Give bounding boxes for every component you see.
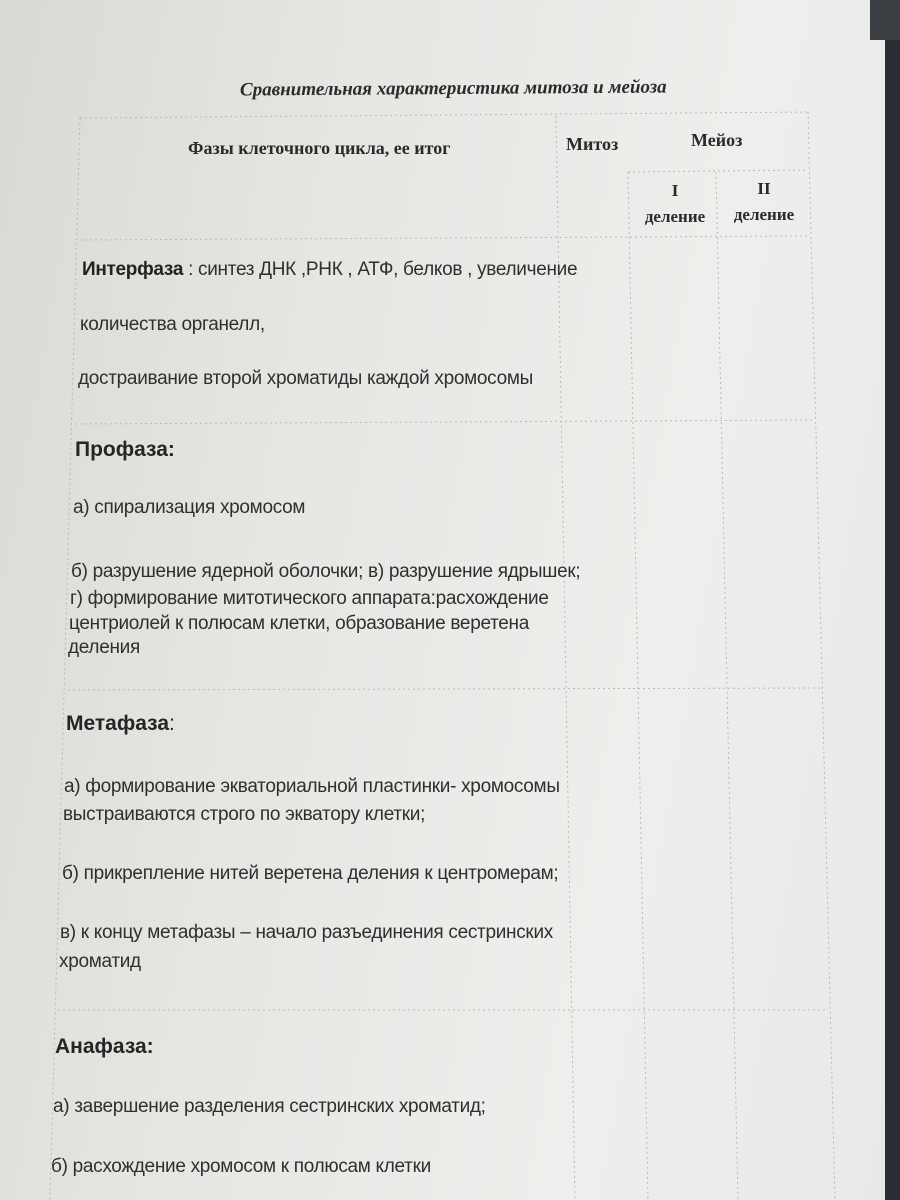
interphase-line-1 bbox=[82, 258, 577, 282]
prophase-item-b-line-1: б) разрушение ядерной оболочки; в) разрушение ядрышек; bbox=[71, 561, 581, 582]
metaphase-colon: : bbox=[169, 712, 175, 735]
header-phases-column: Фазы клеточного цикла, ее итог bbox=[188, 138, 451, 158]
document-title: Сравнительная характеристика митоза и мейоза bbox=[239, 76, 667, 101]
prophase-item-b-line-3: центриолей к полюсам клетки, образование веретена bbox=[69, 613, 530, 634]
prophase-title: Профаза: bbox=[75, 438, 175, 461]
header-meiosis-first-word: деление bbox=[644, 207, 706, 227]
anaphase-title: Анафаза: bbox=[55, 1035, 154, 1058]
header-meiosis-column: Мейоз bbox=[691, 130, 743, 150]
metaphase-heading bbox=[66, 712, 175, 736]
header-meiosis-first-number: I bbox=[671, 181, 679, 200]
header-meiosis-second-division bbox=[724, 176, 804, 229]
header-mitosis-column: Митоз bbox=[566, 134, 619, 154]
prophase-item-b-line-4: деления bbox=[68, 637, 140, 658]
anaphase-item-b: б) расхождение хромосом к полюсам клетки bbox=[51, 1156, 431, 1177]
interphase-description: : синтез ДНК ,РНК , АТФ, белков , увеличение bbox=[183, 259, 578, 280]
header-meiosis-second-number: II bbox=[757, 179, 771, 198]
prophase-item-b-line-2: г) формирование митотического аппарата:расхождение bbox=[70, 588, 549, 609]
metaphase-item-c-line-2: хроматид bbox=[59, 951, 141, 972]
anaphase-item-a: а) завершение разделения сестринских хроматид; bbox=[53, 1096, 486, 1117]
metaphase-title: Метафаза bbox=[66, 712, 170, 735]
metaphase-item-c-line-1: в) к концу метафазы – начало разъединения сестринских bbox=[60, 922, 553, 943]
header-meiosis-first-division bbox=[636, 178, 714, 231]
interphase-line-2: количества органелл, bbox=[80, 314, 265, 335]
interphase-line-3: достраивание второй хроматиды каждой хромосомы bbox=[78, 368, 533, 389]
metaphase-item-a-line-1: а) формирование экваториальной пластинки- хромосомы bbox=[64, 776, 560, 797]
metaphase-item-a-line-2: выстраиваются строго по экватору клетки; bbox=[63, 804, 426, 825]
interphase-title: Интерфаза bbox=[82, 259, 184, 280]
metaphase-item-b: б) прикрепление нитей веретена деления к центромерам; bbox=[62, 863, 559, 884]
header-meiosis-second-word: деление bbox=[733, 205, 795, 225]
prophase-item-a: а) спирализация хромосом bbox=[73, 497, 306, 518]
